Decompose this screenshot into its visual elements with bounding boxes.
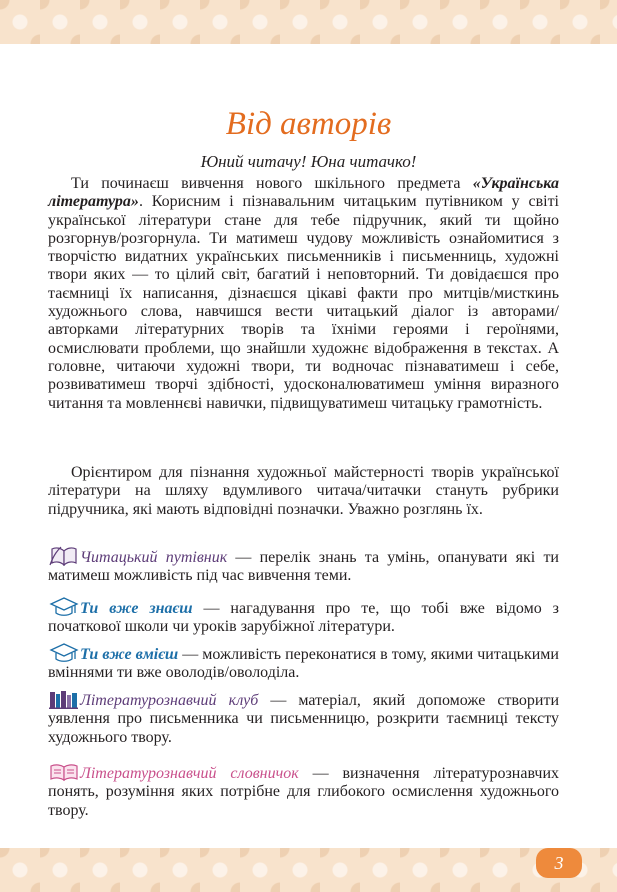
bottom-ornament-band [0, 848, 617, 892]
rubric-name: Літературознавчий словничок [80, 765, 299, 782]
graduation-cap-icon [48, 643, 80, 663]
rubric-name: Читацький путівник [80, 549, 228, 566]
page-number: 3 [536, 848, 582, 878]
rubric-description: — можливість переконатися в тому, якими читацькими вміннями ти вже оволодів/оволоділа. [48, 646, 559, 682]
bookshelf-icon [48, 689, 80, 709]
rubric-name: Ти вже знаєш [80, 600, 193, 617]
rubric-name: Літературознавчий клуб [80, 692, 259, 709]
rubrics-intro-paragraph: Орієнтиром для пізнання художньої майстерності творів української літератури на шляху вдумливого читача/читачки стануть рубрики підручника, які мають відповідні позначки. Уважно розглянь їх. [48, 464, 559, 518]
intro-paragraph [48, 175, 559, 413]
rubric-description: — перелік знань та умінь, опанувати які ти матимеш можливість під час вивчення теми. [48, 549, 559, 585]
greeting: Юний читачу! Юна читачко! [200, 152, 417, 171]
page-title: Від авторів [225, 106, 392, 142]
open-book-icon [48, 546, 80, 566]
rubric-reader-guide [48, 546, 559, 586]
rubric-literary-dictionary [48, 762, 559, 820]
rubric-name: Ти вже вмієш [80, 646, 179, 663]
rubric-you-know [48, 597, 559, 637]
rubric-description: — матеріал, який допоможе створити уявлення про письменника чи письменницю, розкрити таємниці тексту художнього твору. [48, 692, 560, 746]
dictionary-book-icon [48, 762, 80, 782]
rubric-description: — визначення літературознавчих понять, розуміння яких потрібне для глибокого осмислення художнього твору. [48, 765, 559, 819]
intro-lead: Ти починаєш вивчення нового шкільного предмета [71, 175, 473, 192]
rubric-literary-club [48, 689, 559, 747]
top-ornament-band [0, 0, 617, 44]
graduation-cap-icon [48, 597, 80, 617]
rubric-you-can [48, 643, 559, 683]
rubric-description: — нагадування про те, що тобі вже відомо з початкової школи чи уроків зарубіжної літератури. [48, 600, 560, 636]
intro-rest: . Корисним і пізнавальним читацьким путівником у світі української літератури стане для тебе підручник, який ти щойно розгорнув/розгорнула. Ти матимеш чудову можливість ознайомитися з творчістю видатних українських письменників і письменниць, художні твори яких — то цілий світ, багатий і неповторний. Ти довідаєшся про таємниці їх написання, дізнаєшся цікаві факти про митців/мисткинь художнього слова, навчишся вести читацький діалог із авторами/авторками літературних творів та їхніми героями і героїнями, осмислювати проблеми, що знайшли художнє відображення в текстах. А головне, читаючи художні твори, ти водночас пізнаватимеш і себе, розвиватимеш творчі здібності, удосконалюватимеш уміння виразного читання та мовленнєві навички, підвищуватимеш читацьку грамотність. [48, 193, 559, 412]
subject-name: «Українська література» [48, 175, 559, 211]
